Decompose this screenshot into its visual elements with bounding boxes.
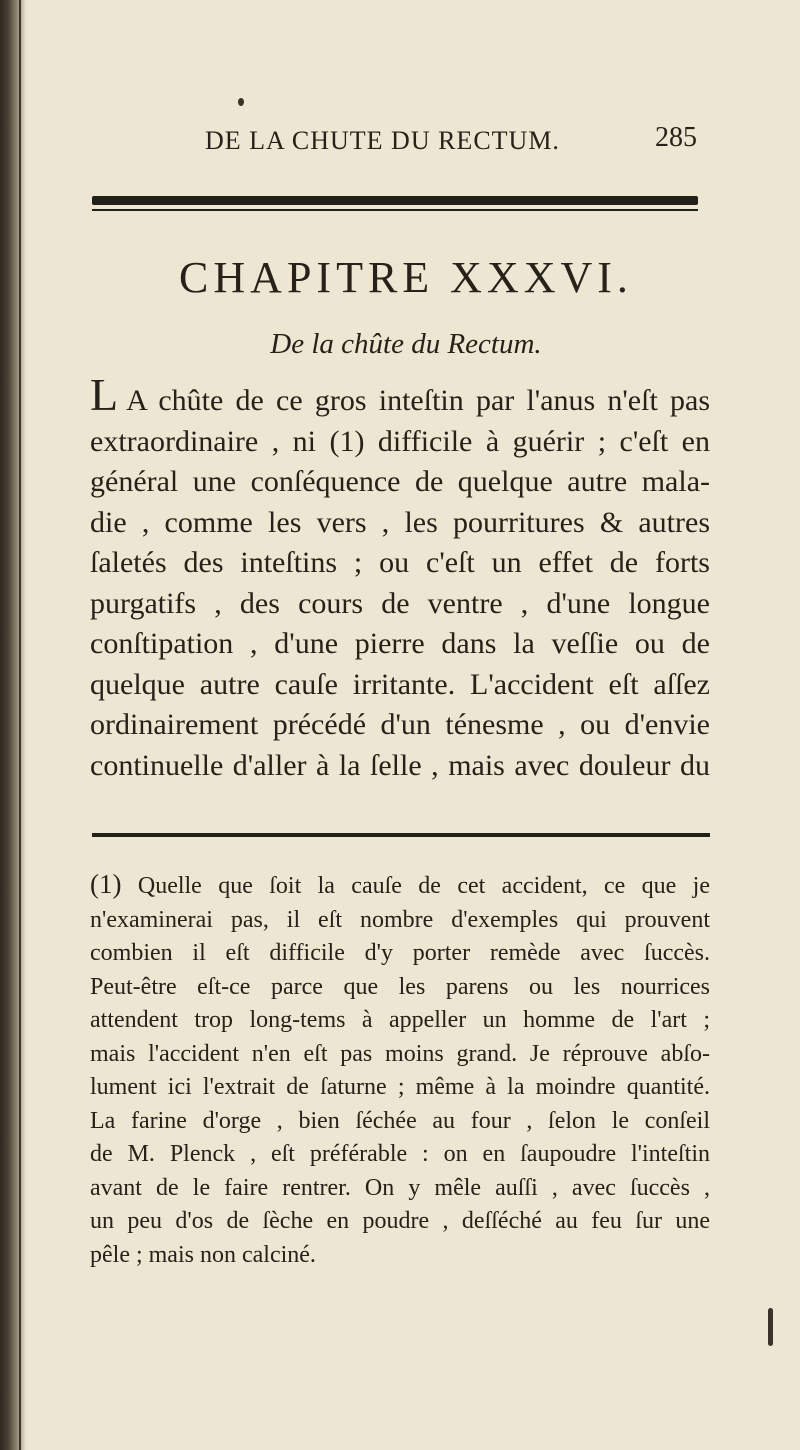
footnote-line-6: mais l'accident n'en eſt pas moins grand. Je réprouve abſo- <box>90 1040 710 1067</box>
footnote-line-3: combien il eſt difficile d'y porter remède avec ſuccès. <box>90 940 710 966</box>
body-line-5: ſaletés des inteſtins ; ou c'eſt un effet de forts <box>90 546 710 579</box>
footnote-line-7: lument ici l'extrait de ſaturne ; même à la moindre quantité. <box>90 1074 710 1100</box>
chapter-title: CHAPITRE XXXVI. <box>179 253 633 302</box>
body-line-4: die , comme les vers , les pourritures & autres <box>90 505 710 539</box>
body-line-1: L A chûte de ce gros inteſtin par l'anus n'eſt pas <box>90 369 710 420</box>
body-text <box>90 369 710 786</box>
footnote-rule <box>92 833 710 837</box>
footnote-line-4: Peut-être eſt-ce parce que les parens ou les nourrices <box>90 973 710 1000</box>
chapter-subtitle: De la chûte du Rectum. <box>270 328 542 360</box>
page-number: 285 <box>655 122 697 153</box>
body-line-7: conſtipation , d'une pierre dans la veſſie ou de <box>90 627 710 660</box>
page-binding-edge <box>0 0 26 1450</box>
footnote-line-8: La farine d'orge , bien ſéchée au four , ſelon le conſeil <box>90 1107 710 1134</box>
footnote <box>90 868 710 1272</box>
footnote-line-12: pêle ; mais non calciné. <box>90 1241 316 1268</box>
gutter-shadow <box>19 0 21 1450</box>
header-rule <box>92 196 698 216</box>
drop-cap: L <box>90 369 119 420</box>
footnote-line-11: un peu d'os de ſèche en poudre , deſſéché au feu ſur une <box>90 1208 710 1234</box>
footnote-line-2: n'examinerai pas, il eſt nombre d'exemples qui prouvent <box>90 906 710 933</box>
footnote-line-10: avant de le faire rentrer. On y mêle auſſi , avec ſuccès , <box>90 1174 710 1201</box>
footnote-line-1: (1) Quelle que ſoit la cauſe de cet accident, ce que je <box>90 869 711 899</box>
body-line-6: purgatifs , des cours de ventre , d'une longue <box>90 586 710 620</box>
header-rule-thick <box>92 196 698 205</box>
running-head: DE LA CHUTE DU RECTUM. <box>205 126 560 155</box>
header-rule-thin <box>92 209 698 211</box>
ink-spot <box>238 98 244 106</box>
ink-spot <box>768 1308 773 1346</box>
footnote-marker: (1) <box>90 869 122 899</box>
body-line-8: quelque autre cauſe irritante. L'accident eſt aſſez <box>90 667 710 701</box>
body-line-10: continuelle d'aller à la ſelle , mais avec douleur du <box>90 748 710 782</box>
footnote-line-5: attendent trop long-tems à appeller un homme de l'art ; <box>90 1007 710 1033</box>
footnote-line-9: de M. Plenck , eſt préférable : on en ſaupoudre l'inteſtin <box>90 1141 710 1167</box>
body-line-3: général une conſéquence de quelque autre mala- <box>90 465 710 498</box>
body-line-2: extraordinaire , ni (1) difficile à guérir ; c'eſt en <box>90 424 710 458</box>
body-line-9: ordinairement précédé d'un ténesme , ou d'envie <box>90 708 710 741</box>
